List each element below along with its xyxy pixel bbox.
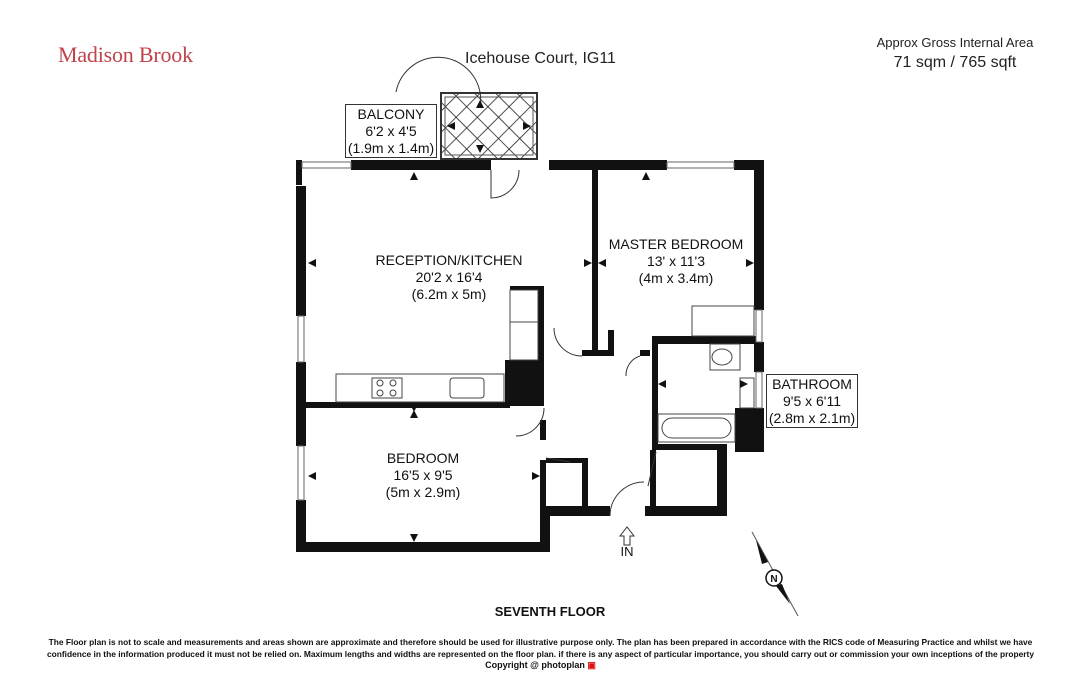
room-label-reception	[369, 252, 529, 303]
room-name: RECEPTION/KITCHEN	[375, 252, 523, 268]
entrance-arrow	[620, 527, 634, 545]
room-name: BATHROOM	[772, 376, 852, 392]
room-size-imperial: 20'2 x 16'4	[415, 269, 483, 285]
room-name: MASTER BEDROOM	[608, 236, 744, 252]
room-size-imperial: 13' x 11'3	[646, 253, 706, 269]
room-size-metric: (4m x 3.4m)	[638, 270, 714, 286]
floor-name: SEVENTH FLOOR	[494, 604, 606, 619]
copyright-text: Copyright @	[485, 660, 542, 670]
room-label-balcony	[345, 106, 437, 157]
room-label-bedroom	[363, 450, 483, 501]
room-size-imperial: 16'5 x 9'5	[393, 467, 453, 483]
disclaimer-text: The Floor plan is not to scale and measurements and areas shown are approximate and therefore should be used for illustrative purpose only. The plan has been prepared in accordance with the RICS code of Measuring Practice and whilst we have confidence in the information produced it must not be relied on. Maximum lengths and widths are represented on the floor plan. if there is any aspect of particular importance, you should carry out or commission your own inceptions of the property	[47, 637, 1034, 659]
room-name: BEDROOM	[386, 450, 460, 466]
area-value: 71 sqm / 765 sqft	[893, 54, 1017, 71]
compass-label: N	[770, 574, 778, 585]
brand-logo: Madison Brook	[58, 42, 193, 67]
room-name: BALCONY	[357, 106, 425, 122]
room-label-bathroom	[766, 376, 858, 427]
photoplan-logo-icon: ▣	[587, 660, 596, 670]
room-label-master-bedroom	[601, 236, 751, 287]
photoplan-brand: photoplan	[541, 660, 585, 670]
area-label: Approx Gross Internal Area	[876, 35, 1034, 50]
room-size-imperial: 9'5 x 6'11	[782, 393, 842, 409]
room-size-metric: (6.2m x 5m)	[411, 286, 487, 302]
room-size-metric: (5m x 2.9m)	[385, 484, 461, 500]
property-address: Icehouse Court, IG11	[465, 50, 616, 67]
room-size-metric: (2.8m x 2.1m)	[768, 410, 856, 426]
entrance-label: IN	[620, 544, 634, 559]
copyright-line	[0, 660, 1081, 671]
room-size-metric: (1.9m x 1.4m)	[347, 140, 435, 156]
room-size-imperial: 6'2 x 4'5	[365, 123, 417, 139]
balcony-area	[441, 93, 537, 159]
